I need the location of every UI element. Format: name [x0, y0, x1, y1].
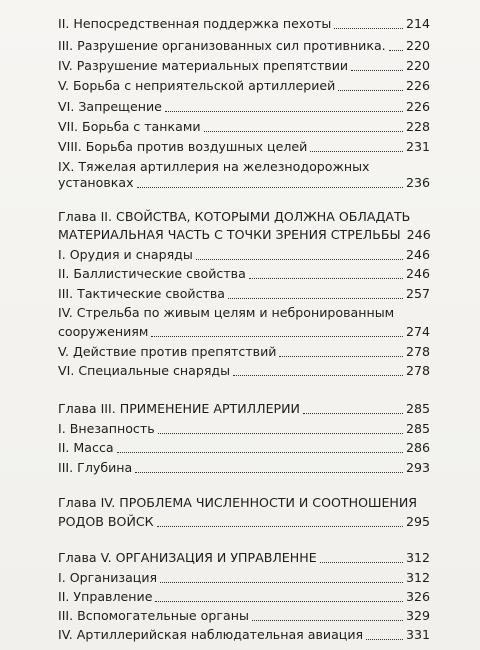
toc-entry-title: установках — [58, 175, 134, 190]
toc-entry-title: III. Тактические свойства — [58, 286, 225, 301]
toc-entry-title: VI. Специальные снаряды — [58, 363, 231, 378]
toc-entry-page: 214 — [405, 16, 430, 31]
dot-leader — [320, 562, 403, 563]
toc-entry-page: 312 — [405, 570, 430, 585]
toc-entry-page: 285 — [405, 421, 430, 436]
toc-entry-page: 220 — [405, 38, 430, 53]
toc-entry-page: 331 — [405, 627, 430, 642]
dot-leader — [389, 50, 403, 51]
toc-entry-title: IV. Артиллерийская наблюдательная авиация — [58, 627, 364, 642]
toc-entry-page: 246 — [405, 247, 430, 262]
chapter-heading: Глава II. СВОЙСТВА, КОТОРЫМИ ДОЛЖНА ОБЛАДАТЬ — [58, 209, 411, 224]
toc-entry-title: I. Внезапность — [58, 421, 155, 436]
dot-leader — [117, 452, 403, 453]
toc-entry-title: I. Орудия и снаряды — [58, 247, 193, 262]
dot-leader — [279, 356, 403, 357]
toc-entry-page: 312 — [405, 550, 430, 565]
dot-leader — [303, 413, 403, 414]
toc-entry — [58, 118, 430, 136]
toc-entry-page: 274 — [405, 324, 430, 339]
toc-entry — [58, 439, 430, 457]
toc-entry-page: 329 — [405, 608, 430, 623]
dot-leader — [338, 90, 403, 91]
toc-entry-page: 231 — [405, 139, 430, 154]
toc-entry-page: 326 — [405, 589, 430, 604]
toc-entry — [58, 246, 430, 264]
toc-entry — [58, 174, 430, 192]
dot-leader — [351, 70, 403, 71]
toc-entry — [58, 138, 430, 156]
toc-entry-title: III. Разрушение организованных сил противника. — [58, 38, 386, 53]
dot-leader — [158, 433, 403, 434]
toc-entry-title: III. Вспомогательные органы — [58, 608, 249, 623]
toc-entry-title: I. Организация — [58, 570, 158, 585]
toc-entry-page: 286 — [405, 440, 430, 455]
toc-entry — [58, 588, 430, 606]
toc-entry-title: VI. Запрещение — [58, 99, 162, 114]
toc-entry — [58, 57, 430, 75]
toc-entry — [58, 420, 430, 438]
toc-entry-page: 293 — [405, 460, 430, 475]
toc-entry — [58, 607, 430, 625]
toc-entry-page: 295 — [405, 514, 430, 529]
toc-entry-title: IV. Разрушение материальных препятствии — [58, 58, 349, 73]
toc-entry-title: РОДОВ ВОЙСК — [58, 514, 154, 529]
toc-entry-title: Глава III. ПРИМЕНЕНИЕ АРТИЛЛЕРИИ — [58, 401, 300, 416]
chapter-heading: Глава IV. ПРОБЛЕМА ЧИСЛЕННОСТИ И СООТНОШЕНИЯ — [58, 495, 418, 510]
toc-entry-title: VII. Борьба с танками — [58, 119, 201, 134]
toc-entry — [58, 323, 430, 341]
toc-entry-page: 226 — [405, 99, 430, 114]
dot-leader — [135, 472, 403, 473]
toc-entry-title: IV. Стрельба по живым целям и небронированным — [58, 305, 395, 320]
toc-entry-title: V. Борьба с неприятельской артиллерией — [58, 78, 336, 93]
dot-leader — [233, 375, 403, 376]
toc-entry-title: МАТЕРИАЛЬНАЯ ЧАСТЬ С ТОЧКИ ЗРЕНИЯ СТРЕЛЬБЫ — [58, 227, 401, 242]
dot-leader — [310, 151, 403, 152]
toc-entry-title: сооружениям — [58, 324, 149, 339]
toc-entry — [58, 569, 430, 587]
dot-leader — [151, 336, 403, 337]
dot-leader — [165, 111, 403, 112]
dot-leader — [137, 187, 403, 188]
dot-leader — [334, 28, 403, 29]
dot-leader — [160, 582, 403, 583]
toc-entry — [58, 15, 430, 33]
toc-entry-page: 285 — [405, 401, 430, 416]
dot-leader — [155, 601, 403, 602]
dot-leader — [196, 259, 403, 260]
toc-entry-title: II. Управление — [58, 589, 153, 604]
toc-entry-page: 246 — [405, 266, 430, 281]
toc-entry-title: VIII. Борьба против воздушных целей — [58, 139, 308, 154]
toc-entry — [58, 626, 430, 644]
dot-leader — [157, 526, 403, 527]
chapter-entry — [58, 513, 430, 531]
toc-entry-title: II. Непосредственная поддержка пехоты — [58, 16, 332, 31]
toc-entry-page: 257 — [405, 286, 430, 301]
toc-entry-page: 246 — [406, 227, 431, 242]
toc-entry — [58, 285, 430, 303]
toc-entry — [58, 459, 430, 477]
toc-entry-title: II. Масса — [58, 440, 114, 455]
toc-entry-page: 278 — [405, 344, 430, 359]
chapter-entry — [58, 549, 430, 567]
toc-entry — [58, 362, 430, 380]
toc-entry-title: V. Действие против препятствий — [58, 344, 277, 359]
dot-leader — [228, 298, 403, 299]
toc-entry-title: III. Глубина — [58, 460, 133, 475]
dot-leader — [204, 131, 403, 132]
chapter-entry — [58, 400, 430, 418]
dot-leader — [249, 278, 403, 279]
toc-entry-title: Глава V. ОРГАНИЗАЦИЯ И УПРАВЛЕННЕ — [58, 550, 317, 565]
toc-entry-page: 236 — [405, 175, 430, 190]
toc-entry-title: II. Баллистические свойства — [58, 266, 246, 281]
toc-entry — [58, 77, 430, 95]
toc-entry-page: 226 — [405, 78, 430, 93]
toc-entry — [58, 265, 430, 283]
chapter-entry — [58, 226, 430, 244]
toc-entry — [58, 98, 430, 116]
toc-entry-page: 278 — [405, 363, 430, 378]
dot-leader — [366, 639, 403, 640]
toc-entry-page: 228 — [405, 119, 430, 134]
toc-entry-title: IX. Тяжелая артиллерия на железнодорожных — [58, 159, 370, 174]
toc-entry — [58, 343, 430, 361]
dot-leader — [252, 620, 403, 621]
toc-entry — [58, 37, 430, 55]
toc-entry-page: 220 — [405, 58, 430, 73]
